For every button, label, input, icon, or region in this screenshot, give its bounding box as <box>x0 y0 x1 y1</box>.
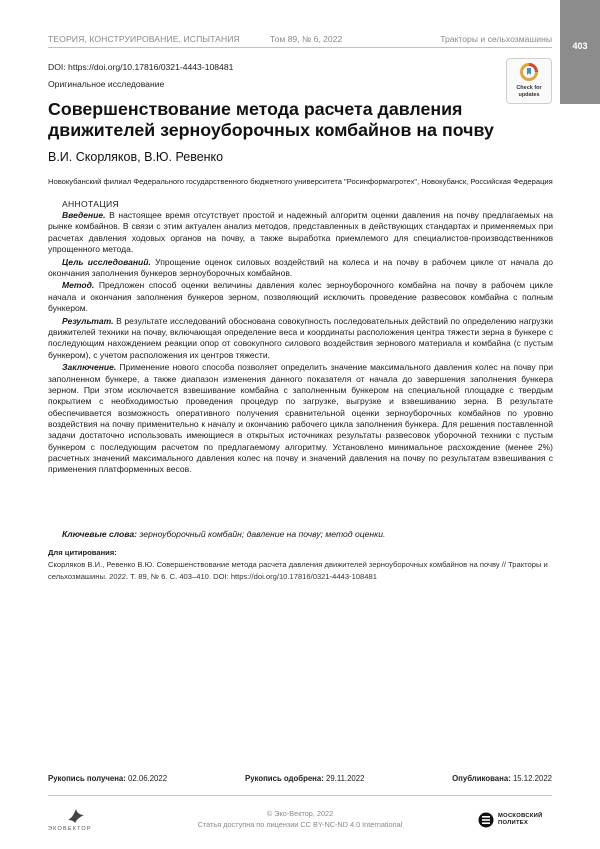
header-section: ТЕОРИЯ, КОНСТРУИРОВАНИЕ, ИСПЫТАНИЯ <box>48 34 240 44</box>
doi-link[interactable]: DOI: https://doi.org/10.17816/0321-4443-108481 <box>48 62 234 72</box>
paragraph-label: Заключение. <box>62 362 117 373</box>
paragraph-label: Введение. <box>62 210 106 220</box>
crossmark-icon <box>520 63 538 81</box>
paragraph-text: В результате исследований обоснована совокупность последовательных действий по определению нагрузки движителей техники на почву, включающая определение веса и координаты расположения центра тяжести зерна в бункере с последующим нахождением реакции опор от совокупного силового воздействия зернового материала и комбайна (с пустым бункером), с учетом расположения их центров тяжести. <box>48 315 553 360</box>
badge-line-2: updates <box>518 91 540 98</box>
publisher-name: ЭКОВЕКТОР <box>48 826 92 832</box>
article-type: Оригинальное исследование <box>48 79 165 89</box>
check-for-updates-badge[interactable] <box>506 58 552 104</box>
abstract-result <box>48 316 553 361</box>
date-received-label: Рукопись получена: <box>48 774 126 783</box>
date-accepted-value: 29.11.2022 <box>323 774 365 783</box>
footer-divider <box>48 795 552 796</box>
copyright: © Эко-Вектор, 2022 <box>266 809 334 818</box>
paragraph-label: Цель исследований. <box>62 256 151 267</box>
date-published <box>452 774 552 783</box>
header-journal: Тракторы и сельхозмашины <box>440 34 552 44</box>
university-name-line-1: МОСКОВСКИЙ <box>498 813 543 819</box>
citation-text: Скорляков В.И., Ревенко В.Ю. Совершенствование метода расчета давления движителей зерноуборочных комбайнов на почву // Тракторы и сельхозмашины. 2022. Т. 89, № 6. С. 403–410. DOI: https://doi.org/10.17816/0321-4443-108481 <box>48 560 548 581</box>
paragraph-text: Применение нового способа позволяет определить значение максимального давления колес на почву при заполненном бункере, а также диапазон изменения данного показателя от начала до завершения заполнения бункера зерном. При этом исключается взвешивание комбайна с заполненным бункером на специальной площадке с твердым покрытием с необходимостью проведения процедур по загрузке, выгрузке и взвешиванию зерна. В результате обеспечивается возможность оперативного получения сравнительной оценки зерноуборочных комбайнов по уровню воздействия на почву применительно к началу и окончанию рабочего цикла заполнения бункера. Для решения поставленной задачи достаточно использовать имеющиеся в открытых источниках результаты развесовок уборочной техники с пустым бункером с последующим расчетом по предлагаемому алгоритму. Установлено минимальное расхождение (менее 2%) расчетных значений максимального давления колес на почву и значений давления на почву по результатам взвешивания с применения платформенных весов. <box>48 362 553 475</box>
page-number-tab <box>560 0 600 104</box>
page-number: 403 <box>572 41 588 51</box>
date-accepted <box>245 774 364 783</box>
date-received-value: 02.06.2022 <box>125 774 168 783</box>
abstract-aim <box>48 257 553 280</box>
abstract-heading: АННОТАЦИЯ <box>62 199 119 209</box>
keywords-label: Ключевые слова: <box>62 529 137 539</box>
abstract-method <box>48 280 553 314</box>
university-name-line-2: ПОЛИТЕХ <box>498 820 529 826</box>
abstract-conclusion <box>48 362 553 475</box>
paragraph-label: Метод. <box>62 280 95 291</box>
authors: В.И. Скорляков, В.Ю. Ревенко <box>48 150 224 164</box>
moscow-polytech-logo <box>478 810 558 832</box>
article-title: Совершенствование метода расчета давления движителей зерноуборочных комбайнов на почву <box>48 99 494 140</box>
paragraph-text: Упрощение оценок силовых воздействий на колеса и на почву в рабочем цикле от начала до окончания заполнения бункеров зерноуборочных комбайнов. <box>48 256 554 278</box>
keywords <box>62 529 385 539</box>
university-name <box>498 813 543 827</box>
license-text[interactable]: Статья доступна по лицензии CC BY-NC-ND 4.0 International <box>197 820 403 829</box>
paragraph-text: В настоящее время отсутствует простой и надежный алгоритм оценки давления на почву предлагаемых на рынке комбайнов. В связи с этим актуален анализ методов, представленных в действующих стандартах и применяемых при расчетах давления ходовых органов на почву, а также выработка приемлемого для специалистов-производственников упрощенного метода. <box>48 210 553 255</box>
date-received <box>48 774 167 783</box>
polytech-emblem-icon <box>478 812 494 828</box>
keywords-text: зерноуборочный комбайн; давление на почву; метод оценки. <box>137 529 386 539</box>
running-header <box>48 30 552 46</box>
badge-line-1: Check for <box>516 85 542 91</box>
date-published-value: 15.12.2022 <box>510 774 552 783</box>
date-published-label: Опубликована: <box>452 774 511 783</box>
date-accepted-label: Рукопись одобрена: <box>245 774 324 783</box>
paragraph-label: Результат. <box>62 315 114 326</box>
paragraph-text: Предложен способ оценки величины давления колес зерноуборочного комбайна на почву в рабочем цикле начала и окончания заполнения бункеров зерном, позволяющий исключить проведение развесовок комбайна с полным бункером. <box>48 280 553 314</box>
badge-text <box>507 85 551 98</box>
citation-heading: Для цитирования: <box>48 548 117 557</box>
abstract-introduction <box>48 210 553 255</box>
abstract-body <box>48 210 553 477</box>
affiliation: Новокубанский филиал Федерального государственного бюджетного университета "Росинформагротех", Новокубанск, Российская Федерация <box>48 177 553 186</box>
header-divider <box>48 47 552 48</box>
header-volume: Том 89, № 6, 2022 <box>270 34 343 44</box>
